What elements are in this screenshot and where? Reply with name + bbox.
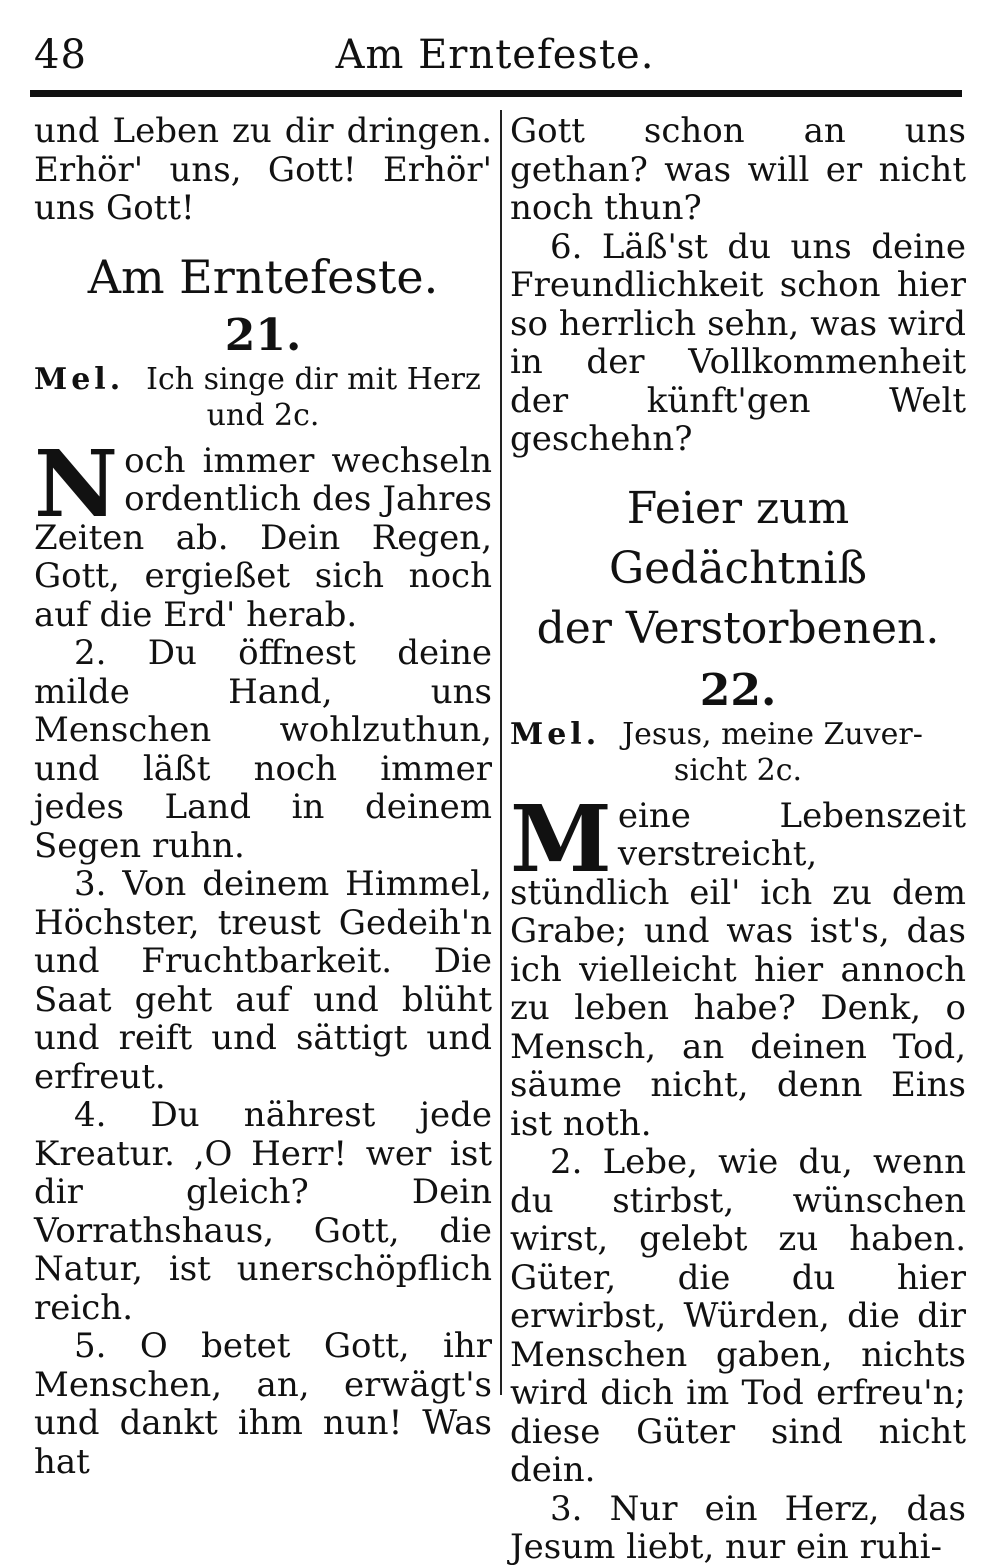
stanza: 2. Lebe, wie du, wenn du stirbst, wünschen wirst, gelebt zu haben. Güter, die du hier erwirbst, Würden, die dir Menschen gaben, nichts wird dich im Tod erfreu'n; diese Güter sind nicht dein. [510, 1142, 966, 1490]
stanza: 6. Läß'st du uns deine Freundlichkeit schon hier so herrlich sehn, was wird in der Vollkommenheit der künft'gen Welt geschehn? [510, 226, 966, 459]
melody-label: Mel. [510, 716, 601, 752]
stanza: 3. Von deinem Himmel, Höchster, treust Gedeih'n und Fruchtbarkeit. Die Saat geht auf und blüht und reift und sättigt und erfreut. [34, 864, 492, 1097]
continuation-text: Gott schon an uns gethan? was will er nicht noch thun? [510, 111, 966, 228]
melody-line [34, 362, 492, 434]
melody-line [510, 717, 966, 789]
stanza: 4. Du nährest jede Kreatur. ‚O Herr! wer ist dir gleich? Dein Vorrathshaus, Gott, die Natur, ist unerschöpflich reich. [34, 1095, 492, 1328]
drop-cap: N [34, 429, 119, 538]
stanza-text: eine Lebenszeit verstreicht, stündlich eil' ich zu dem Grabe; und was ist's, das ich vielleicht hier annoch zu leben habe? Denk, o Mensch, an deinen Tod, säume nicht, denn Eins ist noth. [510, 795, 966, 1144]
column-divider [500, 110, 502, 1395]
hymn-heading-line: der Verstorbenen. [536, 602, 940, 654]
left-column [34, 112, 492, 1481]
melody-text: Ich singe dir mit Herz [146, 361, 481, 397]
melody-label: Mel. [34, 361, 125, 397]
hymn-heading-line: Feier zum Gedächtniß [608, 482, 868, 594]
stanza: 3. Nur ein Herz, das Jesum liebt, nur ein ruhi- [510, 1488, 966, 1567]
hymn-number: 22. [699, 664, 777, 716]
right-column [510, 112, 966, 1567]
stanza-text: och immer wechseln ordentlich des Jahres Zeiten ab. Dein Regen, Gott, ergießet sich noch auf die Erd' herab. [34, 440, 492, 635]
stanza: 5. O betet Gott, ihr Menschen, an, erwägt's und dankt ihm nun! Was hat [34, 1326, 492, 1482]
stanza [34, 429, 492, 635]
melody-continuation: sicht 2c. [673, 752, 803, 788]
hymn-heading [510, 479, 966, 659]
stanza: 2. Du öffnest deine milde Hand, uns Menschen wohlzuthun, und läßt noch immer jedes Land in deinem Segen ruhn. [34, 633, 492, 866]
stanza [510, 784, 966, 1144]
melody-continuation: und 2c. [206, 397, 320, 433]
melody-text: Jesus, meine Zuver- [622, 716, 923, 752]
hymn-heading: Am Erntefeste. [87, 249, 439, 304]
continuation-text: und Leben zu dir dringen. Erhör' uns, Gott! Erhör' uns Gott! [34, 111, 492, 228]
running-title: Am Erntefeste. [335, 32, 655, 78]
drop-cap: M [510, 784, 612, 893]
running-head [30, 22, 960, 82]
hymn-number: 21. [224, 309, 302, 361]
header-rule [30, 90, 962, 97]
page-number: 48 [34, 32, 87, 78]
